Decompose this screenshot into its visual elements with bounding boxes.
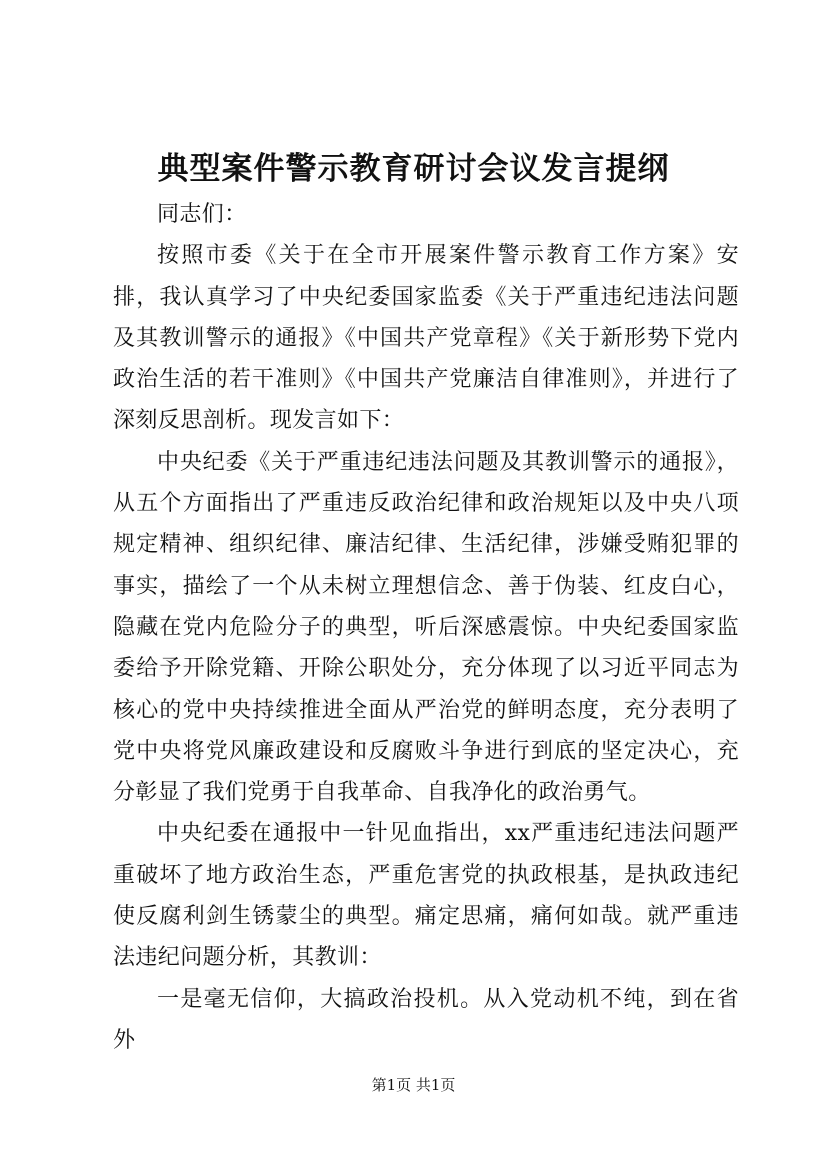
body-paragraph: 按照市委《关于在全市开展案件警示教育工作方案》安排，我认真学习了中央纪委国家监委《关于严重违纪违法问题及其教训警示的通报》《中国共产党章程》《关于新形势下党内政治生活的若干准则》《中国共产党廉洁自律准则》，并进行了深刻反思剖析。现发言如下：: [113, 243, 739, 434]
salutation-paragraph: 同志们：: [157, 202, 247, 227]
body-paragraph: 一是毫无信仰，大搞政治投机。从入党动机不纯，到在省外: [113, 986, 739, 1053]
document-body: [113, 194, 739, 1061]
document-title: 典型案件警示教育研讨会议发言提纲: [157, 151, 670, 187]
page-number-footer: 第1页 共1页: [371, 1076, 456, 1094]
body-paragraph: 中央纪委《关于严重违纪违法问题及其教训警示的通报》，从五个方面指出了严重违反政治纪律和政治规矩以及中央八项规定精神、组织纪律、廉洁纪律、生活纪律，涉嫌受贿犯罪的事实，描绘了一个从未树立理想信念、善于伪装、红皮白心，隐藏在党内危险分子的典型，听后深感震惊。中央纪委国家监委给予开除党籍、开除公职处分，充分体现了以习近平同志为核心的党中央持续推进全面从严治党的鲜明态度，充分表明了党中央将党风廉政建设和反腐败斗争进行到底的坚定决心，充分彰显了我们党勇于自我革命、自我净化的政治勇气。: [113, 449, 739, 806]
body-paragraph: 中央纪委在通报中一针见血指出，xx严重违纪违法问题严重破坏了地方政治生态，严重危害党的执政根基，是执政违纪使反腐利剑生锈蒙尘的典型。痛定思痛，痛何如哉。就严重违法违纪问题分析，其教训：: [113, 821, 739, 971]
